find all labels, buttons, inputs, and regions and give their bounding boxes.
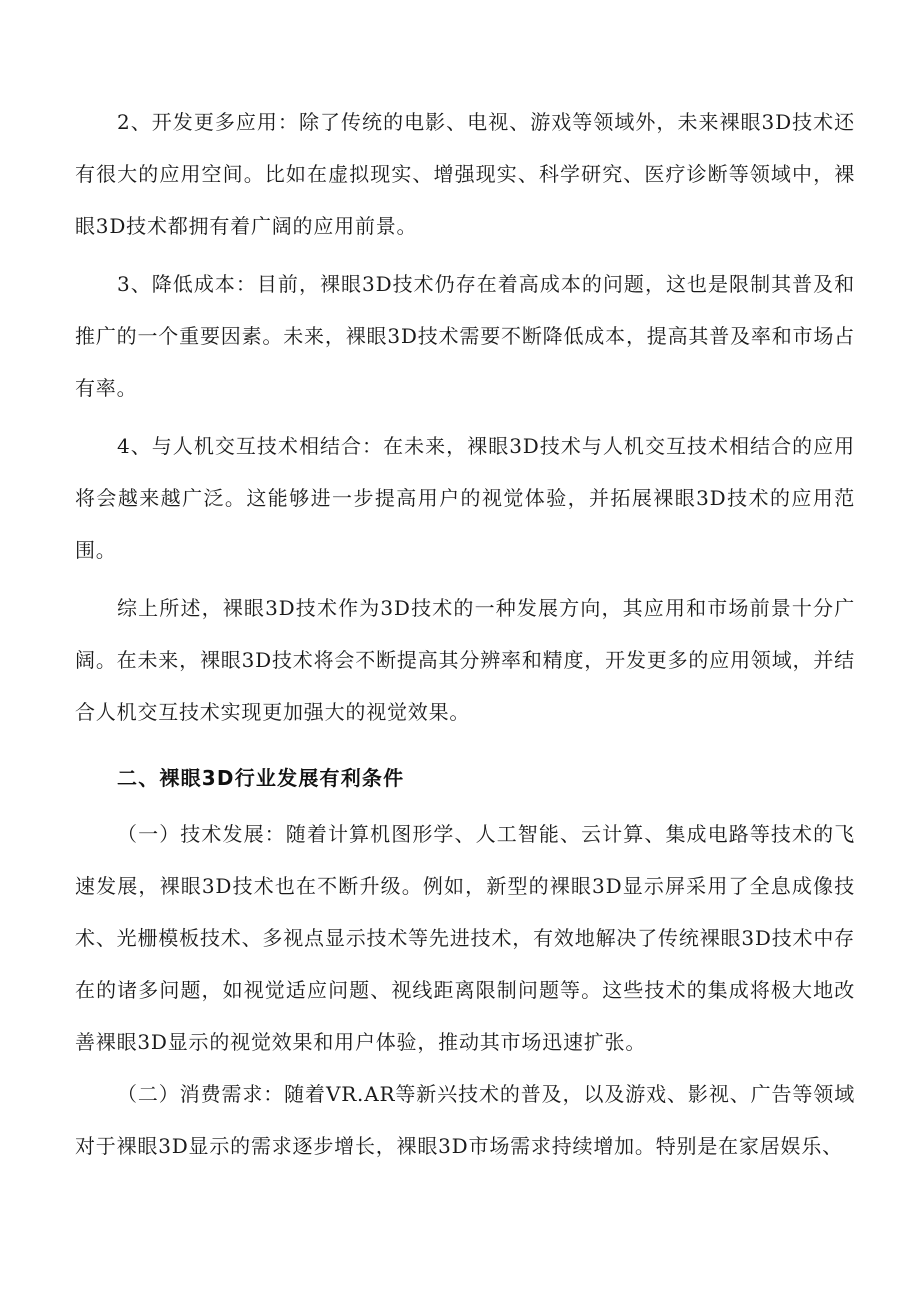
- paragraph-technology-development: （一）技术发展：随着计算机图形学、人工智能、云计算、集成电路等技术的飞速发展，裸眼3D技术也在不断升级。例如，新型的裸眼3D显示屏采用了全息成像技术、光栅模板技术、多视点显示技术等先进技术，有效地解决了传统裸眼3D技术中存在的诸多问题，如视觉适应问题、视线距离限制问题等。这些技术的集成将极大地改善裸眼3D显示的视觉效果和用户体验，推动其市场迅速扩张。: [75, 822, 855, 1054]
- paragraph-summary: 综上所述，裸眼3D技术作为3D技术的一种发展方向，其应用和市场前景十分广阔。在未来，裸眼3D技术将会不断提高其分辨率和精度，开发更多的应用领域，并结合人机交互技术实现更加强大的视觉效果。: [75, 596, 855, 724]
- paragraph-develop-applications: 2、开发更多应用：除了传统的电影、电视、游戏等领域外，未来裸眼3D技术还有很大的应用空间。比如在虚拟现实、增强现实、科学研究、医疗诊断等领域中，裸眼3D技术都拥有着广阔的应用前景。: [75, 110, 855, 238]
- paragraph-hci-integration: 4、与人机交互技术相结合：在未来，裸眼3D技术与人机交互技术相结合的应用将会越来越广泛。这能够进一步提高用户的视觉体验，并拓展裸眼3D技术的应用范围。: [75, 434, 855, 562]
- paragraph-consumer-demand: （二）消费需求：随着VR.AR等新兴技术的普及，以及游戏、影视、广告等领域对于裸眼3D显示的需求逐步增长，裸眼3D市场需求持续增加。特别是在家居娱乐、: [75, 1082, 855, 1158]
- section-heading: 二、裸眼3D行业发展有利条件: [117, 766, 405, 790]
- paragraph-reduce-cost: 3、降低成本：目前，裸眼3D技术仍存在着高成本的问题，这也是限制其普及和推广的一个重要因素。未来，裸眼3D技术需要不断降低成本，提高其普及率和市场占有率。: [75, 272, 855, 400]
